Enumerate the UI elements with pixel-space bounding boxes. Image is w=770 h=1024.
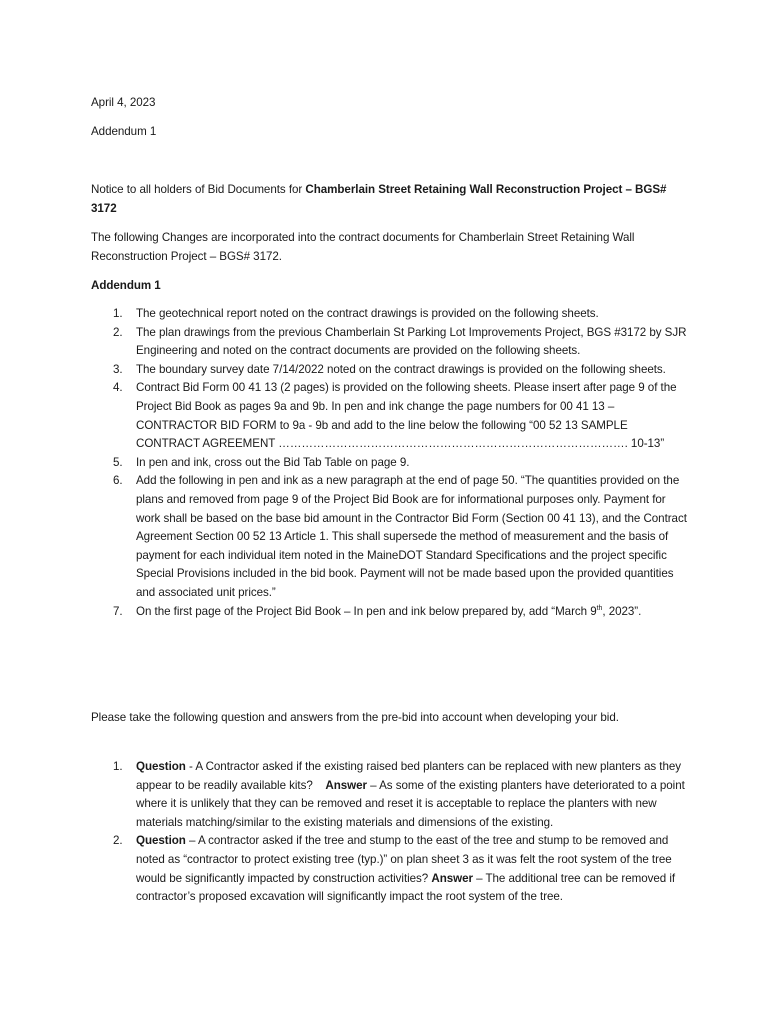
- addendum-item: [91, 361, 691, 380]
- item-number: 1.: [113, 760, 123, 773]
- question-text: - A Contractor asked if the existing raised bed planters can be replaced with new planters as they appear to be readily available kits?: [136, 760, 681, 792]
- answer-text: – As some of the existing planters have deteriorated to a point where it is unlikely that they can be removed and reset it is acceptable to replace the planters with new materials matching/similar to the existing materials and dimensions of the existing.: [136, 778, 685, 829]
- question-intro: Please take the following question and answers from the pre-bid into account when developing your bid.: [91, 711, 619, 724]
- item-text: The plan drawings from the previous Chamberlain St Parking Lot Improvements Project, BGS #3172 by SJR Engineering and noted on the contract documents are provided on the following sheets.: [136, 325, 687, 358]
- question-label: Question: [136, 834, 186, 848]
- item-text: The geotechnical report noted on the contract drawings is provided on the following sheets.: [136, 307, 599, 320]
- answer-label: Answer: [325, 778, 368, 792]
- item-text: Add the following in pen and ink as a new paragraph at the end of page 50. “The quantities provided on the plans and removed from page 9 of the Project Bid Book are for informational purposes only. Payment for work shall be based on the base bid amount in the Contractor Bid Form (Section 00 41 13), and the Contract Agreement Section 00 52 13 Article 1. This shall supersede the method of measurement and the basis of payment for each individual item noted in the MaineDOT Standard Specifications and the project specific Special Provisions included in the bid book. Payment will not be made based upon the provided quantities and associated unit prices.”: [136, 474, 687, 599]
- addendum-item: [91, 305, 691, 324]
- addendum-heading: Addendum 1: [91, 279, 161, 292]
- item-number: 3.: [113, 362, 123, 376]
- item-text-end: , 2023”.: [602, 604, 642, 618]
- question-text: – A contractor asked if the tree and stump to the east of the tree and stump to be removed and noted as “contractor to protect existing tree (typ.)” on plan sheet 3 as it was felt the root system of the tree would be significantly impacted by construction activities?: [136, 834, 672, 885]
- item-number: 6.: [113, 474, 123, 488]
- qa-list: [91, 758, 691, 907]
- item-number: 5.: [113, 455, 123, 469]
- item-number: 4.: [113, 381, 123, 395]
- addendum-item: [91, 603, 691, 622]
- question-label: Question: [136, 760, 186, 773]
- item-number: 7.: [113, 604, 123, 618]
- addendum-item: [91, 472, 691, 602]
- item-number: 2.: [113, 834, 123, 848]
- answer-label: Answer: [431, 871, 473, 885]
- letter-date: April 4, 2023: [91, 96, 156, 109]
- changes-paragraph: The following Changes are incorporated into the contract documents for Chamberlain Street Retaining Wall Reconstruction Project – BGS# 3172.: [91, 231, 635, 263]
- addendum-item: [91, 454, 691, 473]
- qa-item: [91, 832, 691, 906]
- addendum-list: [91, 305, 691, 621]
- notice-prefix: Notice to all holders of Bid Documents for: [91, 183, 306, 196]
- answer-text: – The additional tree can be removed if contractor’s proposed excavation will significantly impact the root system of the tree.: [136, 871, 676, 904]
- addendum-label: Addendum 1: [91, 125, 157, 138]
- item-number: 1.: [113, 307, 123, 320]
- item-text: Contract Bid Form 00 41 13 (2 pages) is provided on the following sheets. Please insert after page 9 of the Project Bid Book as pages 9a and 9b. In pen and ink change the page numbers for 00 41 13 – CONTRACTOR BID FORM to 9a - 9b and add to the line below the following “00 52 13 SAMPLE CONTRACT AGREEMENT ………………………………………………………………………………. 10-13”: [136, 381, 677, 451]
- ordinal-suffix: th: [596, 604, 603, 612]
- item-text: In pen and ink, cross out the Bid Tab Table on page 9.: [136, 455, 410, 469]
- project-title: Chamberlain Street Retaining Wall Reconstruction Project – BGS# 3172: [91, 183, 667, 215]
- item-text: The boundary survey date 7/14/2022 noted on the contract drawings is provided on the following sheets.: [136, 362, 666, 376]
- qa-item: [91, 758, 691, 832]
- item-text: On the first page of the Project Bid Book – In pen and ink below prepared by, add “March 9: [136, 604, 597, 618]
- notice-paragraph: [91, 181, 687, 218]
- addendum-item: [91, 379, 691, 453]
- item-number: 2.: [113, 325, 123, 339]
- addendum-item: [91, 324, 691, 361]
